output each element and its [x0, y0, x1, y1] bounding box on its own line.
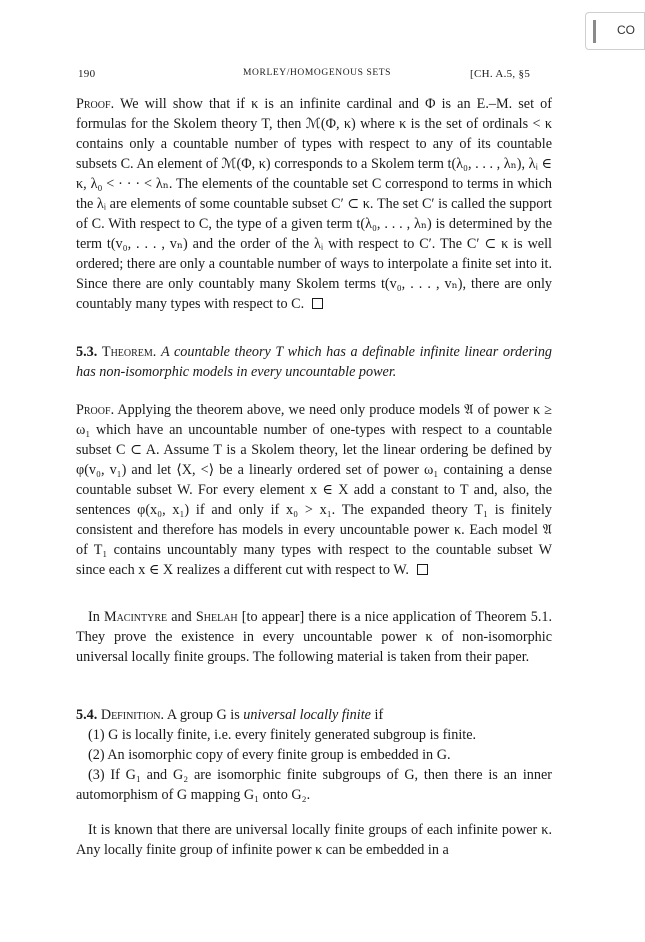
proof-paragraph-2: [76, 400, 552, 580]
theorem-number: 5.3.: [76, 344, 98, 360]
proof-text: We will show that if κ is an infinite cardinal and Φ is an E.–M. set of formulas for the Skolem theory T, then ℳ(Φ, κ) where κ is the set of ordinals < κ contains only a countable number of types with respect to any of its countable subsets C. An element of ℳ(Φ, κ) corresponds to a Skolem term t(λ₀, . . . , λₙ), λᵢ ∈ κ, λ₀ < · · · < λₙ. The elements of the countable set C correspond to terms in which the λᵢ are elements of some countable subset C′ ⊂ κ. The set C′ is called the support of C. With respect to C, the type of a given term t(λ₀, . . . , λₙ) is determined by the term t(v₀, . . . , vₙ) and the order of the λᵢ with respect to C′. The C′ ⊂ κ is well ordered; there are only a countable number of ways to interpolate a finite set into it. Since there are only countably many Skolem terms t(v₀, . . . , vₙ), there are only countably many types with respect to C.: [76, 96, 552, 312]
definition-term: universal locally finite: [243, 707, 371, 723]
running-title: MORLEY/HOMOGENOUS SETS: [243, 68, 392, 78]
para-and: and: [171, 609, 192, 625]
macintyre-shelah-paragraph: [76, 607, 552, 667]
proof-text: Applying the theorem above, we need only produce models 𝔄 of power κ ≥ ω₁ which have an uncountable number of one-types with respect to a countable subset C ⊂ A. Assume T is a Skolem theory, let the linear ordering be defined by φ(v₀, v₁) and let ⟨X, <⟩ be a linearly ordered set of power ω₁ containing a dense countable subset W. For every element x ∈ X add a constant to T and, also, the sentences φ(x₀, x₁) if and only if x₀ > x₁. The expanded theory T₁ is finitely consistent and therefore has models in every uncountable power κ. Each model 𝔄 of T₁ contains uncountably many types with respect to the countable subset W since each x ∈ X realizes a different cut with respect to W.: [76, 402, 552, 578]
definition-number: 5.4.: [76, 707, 98, 723]
viewer-tab-label: CO: [617, 23, 635, 37]
definition-item: (3) If G₁ and G₂ are isomorphic finite subgroups of G, then there is an inner automorphism of G mapping G₁ onto G₂.: [76, 767, 552, 803]
definition-lead-end: if: [374, 707, 384, 723]
page-number: 190: [78, 68, 96, 80]
proof-label: Proof.: [76, 96, 115, 112]
definition-5-4: [76, 705, 552, 805]
para-pre: In: [88, 609, 100, 625]
section-reference: [CH. A.5, §5: [470, 68, 531, 80]
theorem-5-3: [76, 342, 552, 382]
para-text: [to appear] there is a nice application of Theorem 5.1. They prove the existence in every uncountable power κ of non-isomorphic universal locally finite groups. The following material is taken from their paper.: [76, 609, 553, 665]
theorem-label: Theorem.: [101, 344, 157, 360]
tab-handle-icon: [593, 20, 596, 43]
proof-label: Proof.: [76, 402, 115, 418]
proof-paragraph-1: [76, 94, 552, 314]
definition-item: (1) G is locally finite, i.e. every finitely generated subgroup is finite.: [88, 727, 477, 743]
qed-square-icon: [417, 564, 428, 575]
author-macintyre: Macintyre: [103, 609, 168, 625]
definition-label: Definition.: [100, 707, 165, 723]
final-paragraph: [76, 820, 552, 860]
author-shelah: Shelah: [195, 609, 238, 625]
qed-square-icon: [312, 298, 323, 309]
definition-item: (2) An isomorphic copy of every finite group is embedded in G.: [88, 747, 451, 763]
viewer-side-tab[interactable]: [585, 12, 645, 50]
definition-lead: A group G is: [166, 707, 240, 723]
final-text: It is known that there are universal locally finite groups of each infinite power κ. Any locally finite group of infinite power κ can be embedded in a: [76, 822, 552, 858]
theorem-statement: A countable theory T which has a definable infinite linear ordering has non-isomorphic models in every uncountable power.: [76, 344, 553, 380]
